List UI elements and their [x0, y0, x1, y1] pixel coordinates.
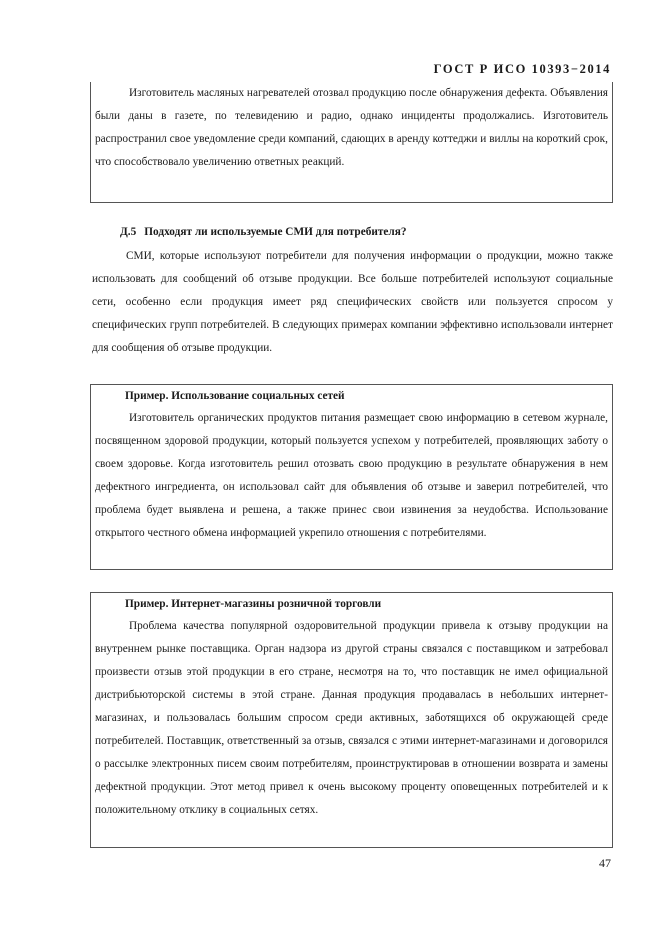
section-number: Д.5 [120, 226, 137, 238]
section-body-text: СМИ, которые используют потребители для получения информации о продукции, можно также использовать для сообщений об отзыве продукции. Все больше потребителей используют социальные сети, особенно если продукция имеет ряд специфических свойств или пользуется спросом у специфических групп потребителей. В следующих примерах компании эффективно использовали интернет для сообщения об отзыве продукции. [92, 250, 613, 354]
example-shop-text: Проблема качества популярной оздоровительной продукции привела к отзыву продукции на внутреннем рынке поставщика. Орган надзора из другой страны связался с поставщиком и затребовал произвести отзыв этой продукции в его стране, несмотря на то, что поставщик не имел официальной дистрибьюторской системы в этой стране. Данная продукция продавалась в небольших интернет-магазинах, и пользовалась большим спросом среди активных, заботящихся об окружающей среде потребителей. Поставщик, ответственный за отзыв, связался с этими интернет-магазинами и договорился о рассылке электронных писем своим потребителям, проинструктировав в отношении возврата и замены дефектной продукции. Этот метод привел к очень высокому проценту оповещенных потребителей и к положительному отклику в социальных сетях. [95, 620, 608, 816]
example-continued-text: Изготовитель масляных нагревателей отозвал продукцию после обнаружения дефекта. Объявления были даны в газете, по телевидению и радио, однако инциденты продолжались. Изготовитель распространил свое уведомление среди компаний, сдающих в аренду коттеджи и виллы на короткий срок, что способствовало увеличению ответных реакций. [95, 87, 608, 168]
page-number: 47 [599, 856, 611, 870]
example-shop-title: Пример. Интернет-магазины розничной торговли [125, 598, 382, 610]
example-box-continued [90, 82, 613, 203]
example-box-shop [90, 592, 613, 848]
section-heading [120, 226, 407, 238]
example-social-text: Изготовитель органических продуктов питания размещает свою информацию в сетевом журнале, посвященном здоровой продукции, который пользуется успехом у потребителей, проявляющих заботу о своем здоровье. Когда изготовитель решил отозвать свою продукцию в результате обнаружения в нем дефектного ингредиента, он использовал сайт для объявления об отзыве и заверил потребителей, что проблема будет выявлена и решена, а также принес свои извинения за неудобства. Использование открытого честного обмена информацией укрепило отношения с потребителями. [95, 412, 608, 539]
example-social-title: Пример. Использование социальных сетей [125, 390, 345, 402]
section-title: Подходят ли используемые СМИ для потребителя? [144, 226, 407, 238]
example-box-social [90, 384, 613, 570]
standard-code: ГОСТ Р ИСО 10393−2014 [433, 62, 611, 76]
section-body [92, 245, 613, 360]
